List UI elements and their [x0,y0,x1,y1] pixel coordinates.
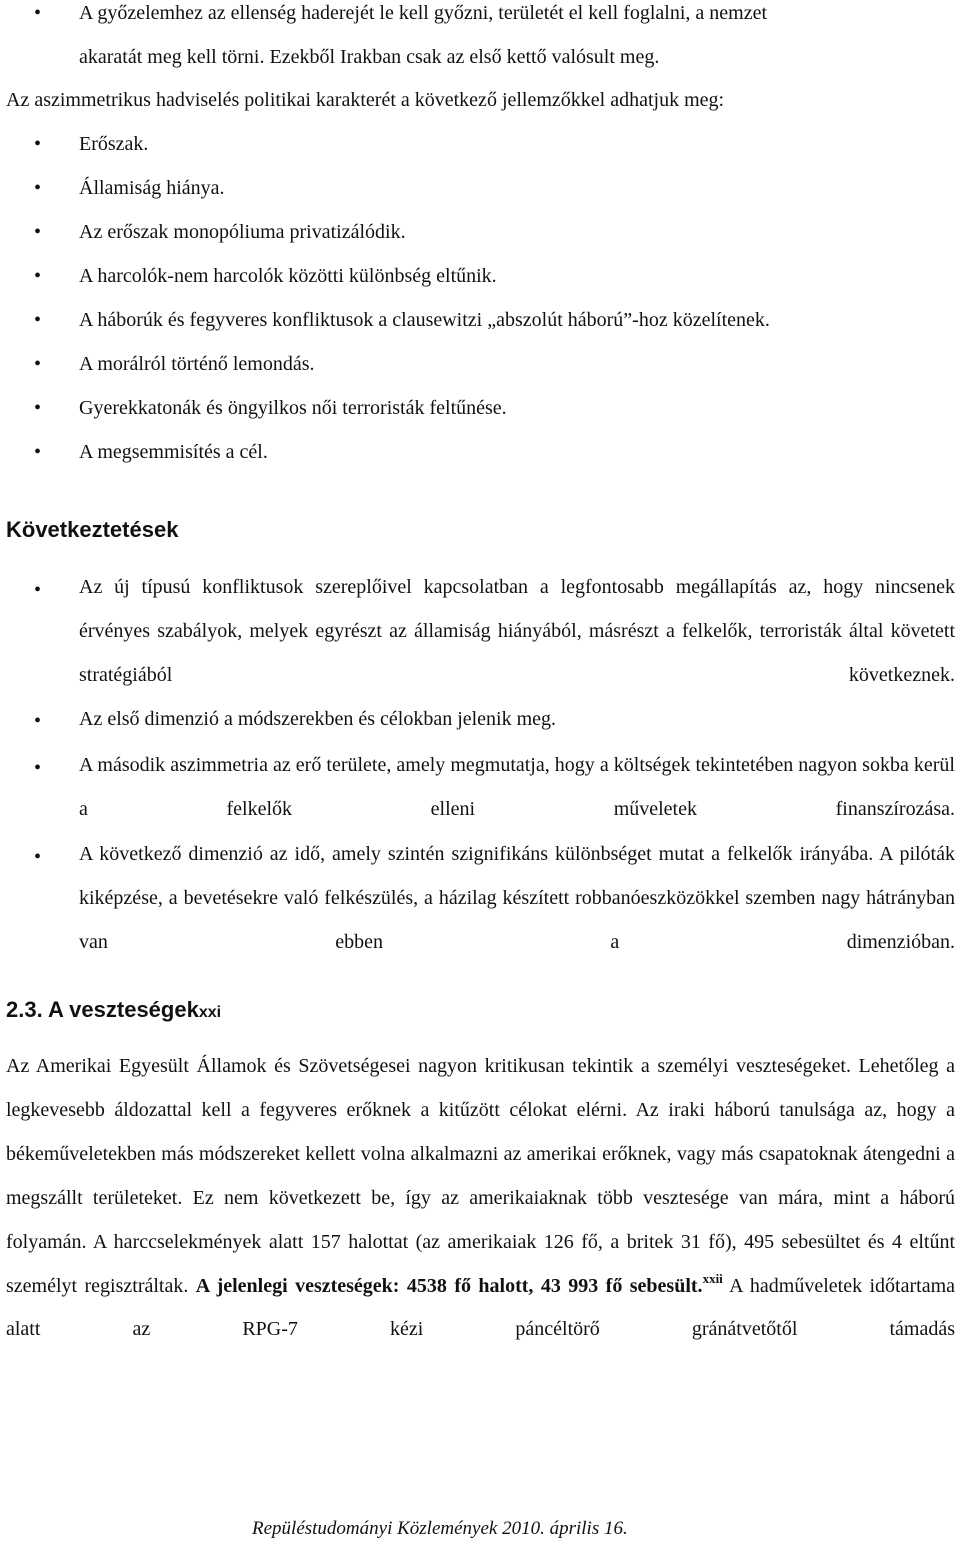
list-item: Gyerekkatonák és öngyilkos női terroristák feltűnése. [79,397,507,419]
top-item-line1: A győzelemhez az ellenség haderejét le kell győzni, területét el kell foglalni, a nemzet [79,2,768,24]
bullet: • [34,221,42,243]
list-item: Erőszak. [79,133,149,155]
bullet: • [34,309,42,331]
bullet: • [34,757,42,779]
losses-text: Az Amerikai Egyesült Államok és Szövetségesei nagyon kritikusan tekintik a személyi veszteségeket. Lehetőleg a legkevesebb áldozattal kell a fegyveres erőknek a kitűzött célokat elérni. Az iraki háború tanulsága az, hogy a békeműveletekben más módszereket kellett volna alkalmazni az amerikai erőknek, vagy más csapatoknak átengedni a megszállt területeket. Ez nem következett be, így az amerikaiaknak több vesztesége van mára, mint a háború folyamán. A harccselekmények alatt 157 halottat (az amerikaiak 126 fő, a britek 31 fő), 495 sebesültet és 4 eltűnt személyt regisztráltak. [6,1055,955,1297]
bullet: • [34,579,42,601]
bullet: • [34,710,42,732]
list-item: A harcolók-nem harcolók közötti különbség eltűnik. [79,265,497,287]
bullet: • [34,397,42,419]
list-item: A háborúk és fegyveres konfliktusok a clausewitzi „abszolút háború”-hoz közelítenek. [79,309,770,331]
bullet: • [34,353,42,375]
losses-bold-statement: A jelenlegi veszteségek: 4538 fő halott, 43 993 fő sebesült. [195,1274,703,1297]
section-number: 2.3. [6,997,43,1022]
bullet: • [34,133,42,155]
list-item: Államiság hiánya. [79,177,225,199]
losses-text-continued: A hadműveletek időtartama alatt az RPG-7 kézi páncéltörő gránátvetőtől támadás [6,1274,956,1341]
losses-note-ref: xxii [702,1270,723,1286]
conclusion-item: A következő dimenzió az idő, amely szintén szignifikáns különbséget mutat a felkelők irányába. A pilóták kiképzése, a bevetésekre való felkészülés, a házilag készített robbanóeszközökkel szemben nagy hátrányban van ebben a dimenzióban. [79,843,955,953]
conclusion-item: Az új típusú konfliktusok szereplőivel kapcsolatban a legfontosabb megállapítás az, hogy nincsenek érvényes szabályok, melyek egyrészt az államiság hiányából, másrészt a felkelők, terroristák által követett stratégiából következnek. [79,576,955,686]
bullet-top: • [34,2,42,24]
list-item: Az erőszak monopóliuma privatizálódik. [79,221,406,243]
losses-paragraph [6,1045,955,1352]
bullet: • [34,846,42,868]
list-item: A megsemmisítés a cél. [79,441,268,463]
conclusion-item: Az első dimenzió a módszerekben és célokban jelenik meg. [79,708,557,730]
list-item: A morálról történő lemondás. [79,353,315,375]
section-note-ref: xxi [198,1004,222,1021]
bullet: • [34,441,42,463]
section-heading [6,997,221,1023]
top-item-line2: akaratát meg kell törni. Ezekből Irakban csak az első kettő valósult meg. [79,46,660,68]
intro-text: Az aszimmetrikus hadviselés politikai karakterét a következő jellemzőkkel adhatjuk meg: [6,89,725,111]
conclusions-heading: Következtetések [6,517,179,542]
section-title: A veszteségek [48,997,199,1022]
bullet: • [34,177,42,199]
bullet: • [34,265,42,287]
conclusion-item: A második aszimmetria az erő területe, amely megmutatja, hogy a költségek tekintetében nagyon sokba kerül a felkelők elleni műveletek finanszírozása. [79,754,955,820]
page-footer: Repüléstudományi Közlemények 2010. április 16. [252,1518,628,1539]
